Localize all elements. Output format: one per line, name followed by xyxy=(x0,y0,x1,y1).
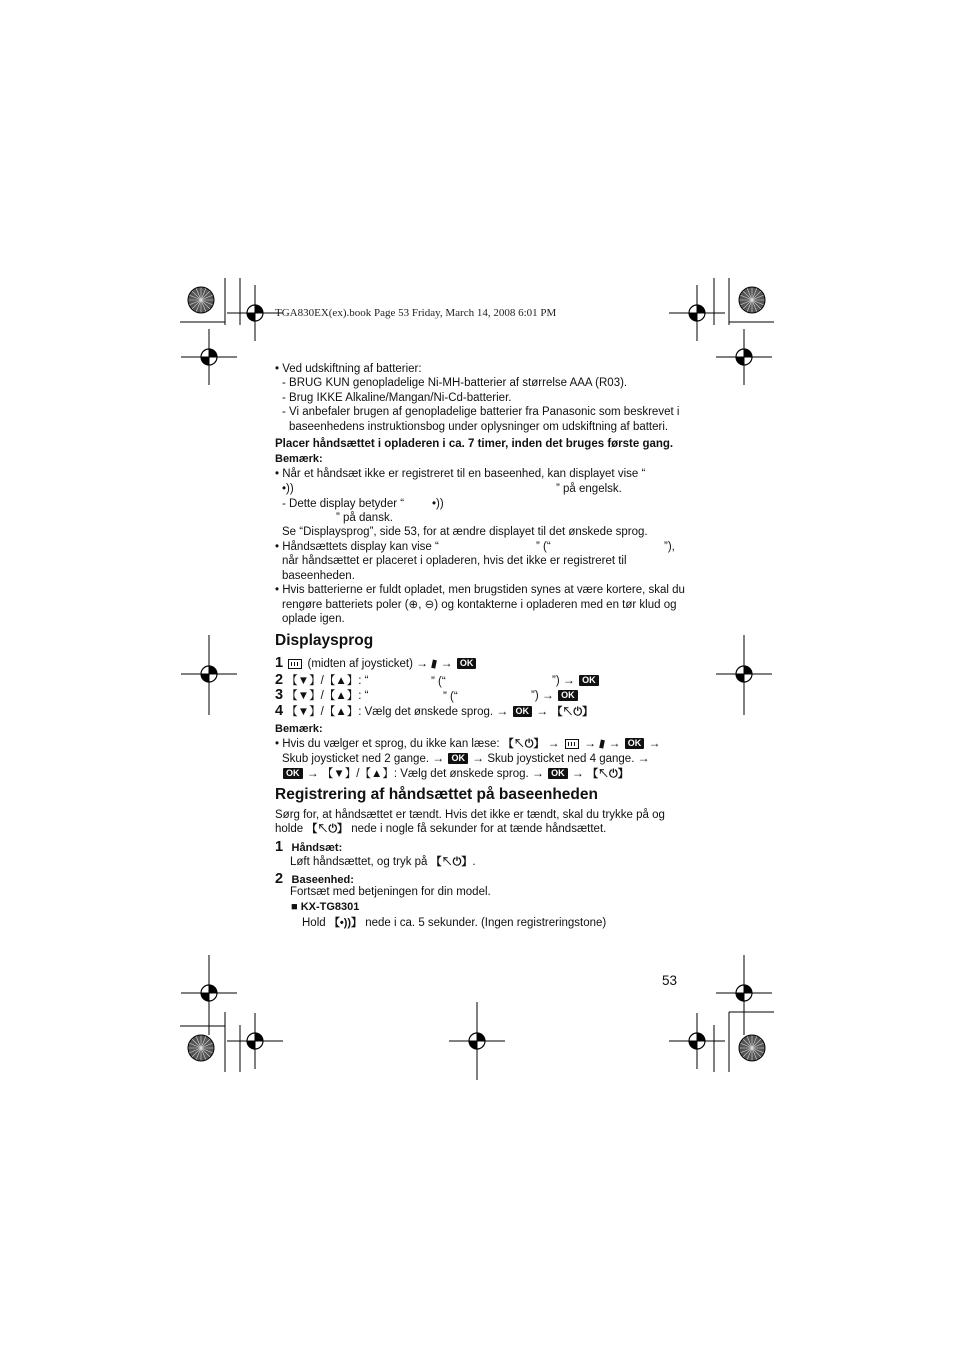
arrow-icon: → xyxy=(648,736,661,750)
step-number: 3 xyxy=(275,687,284,703)
note-text: når håndsættet er placeret i opladeren, hvis det ikke er registreret til xyxy=(282,555,627,567)
off-key-icon: 【↖⏻】 xyxy=(306,823,349,835)
step-2 xyxy=(275,673,368,689)
note-text: Se “Displaysprog”, side 53, for at ændre displayet til det ønskede sprog. xyxy=(282,526,648,538)
arrow-icon: → xyxy=(531,766,544,780)
arrow-icon: → xyxy=(306,766,319,780)
handset-icon: ▮ xyxy=(598,737,607,751)
note-text: oplade igen. xyxy=(282,613,345,625)
signal-icon: •)) xyxy=(282,483,294,495)
arrow-icon: → xyxy=(584,736,597,750)
ok-icon: OK xyxy=(283,768,303,779)
arrow-icon: → xyxy=(547,736,560,750)
battery-intro: • Ved udskiftning af batterier: xyxy=(275,363,422,375)
note-text: • Hvis batterierne er fuldt opladet, men brugstiden synes at være kortere, skal du xyxy=(275,584,685,596)
page-number: 53 xyxy=(662,973,678,988)
note-text: Skub joysticket ned 4 gange. xyxy=(487,753,635,765)
note-line-1 xyxy=(275,736,660,752)
off-key-icon: 【↖⏻】 xyxy=(551,706,594,718)
step-number: 4 xyxy=(275,703,284,719)
note-label: Bemærk: xyxy=(275,453,323,465)
arrow-icon: → xyxy=(562,673,575,687)
step-2-end xyxy=(552,673,600,689)
model-heading: ■ KX-TG8301 xyxy=(291,901,360,913)
step-text: (midten af joysticket) xyxy=(307,658,413,670)
step-text: 【▼】/【▲】: “ xyxy=(286,675,369,687)
off-key-icon: 【↖⏻】 xyxy=(587,768,629,780)
reg-step-1-text: Løft håndsættet, og tryk på 【↖⏻】. xyxy=(290,856,476,868)
step-text: Fortsæt med betjeningen for din model. xyxy=(290,886,491,898)
model-text xyxy=(302,916,606,931)
note-text: ” på dansk. xyxy=(336,512,393,524)
off-key-icon: 【↖⏻】 xyxy=(430,856,473,868)
print-header: TGA830EX(ex).book Page 53 Friday, March 14, 2008 6:01 PM xyxy=(275,307,557,319)
note-text: • Håndsættets display kan vise “ xyxy=(275,541,439,553)
ok-icon: OK xyxy=(625,738,645,749)
intro-text: holde xyxy=(275,823,304,835)
note-label: Bemærk: xyxy=(275,723,323,735)
section-title-registrering: Registrering af håndsættet på baseenheden xyxy=(275,786,598,803)
locator-key-icon: 【•))】 xyxy=(328,917,363,929)
charge-instruction: Placer håndsættet i opladeren i ca. 7 timer, inden det bruges første gang. xyxy=(275,438,674,450)
battery-item: - Vi anbefaler brugen af genopladelige batterier fra Panasonic som beskrevet i xyxy=(282,406,680,418)
step-text: Løft håndsættet, og tryk på xyxy=(290,856,428,868)
note-line-3 xyxy=(282,766,629,782)
signal-icon: •)) xyxy=(432,498,444,510)
ok-icon: OK xyxy=(457,658,477,669)
note-text: - Dette display betyder “ xyxy=(282,498,405,510)
step-2-mid: ” (“ xyxy=(431,676,446,688)
note-text: ” på engelsk. xyxy=(556,483,622,495)
ok-icon: OK xyxy=(448,753,468,764)
battery-item: baseenhedens instruktionsbog under oplysninger om udskiftning af batteri. xyxy=(289,421,669,433)
menu-icon xyxy=(288,659,302,669)
ok-icon: OK xyxy=(579,675,599,686)
step-number: 1 xyxy=(275,655,284,671)
note-text: ”), xyxy=(664,541,675,553)
step-4 xyxy=(275,704,593,720)
note-text: Skub joysticket ned 2 gange. xyxy=(282,753,430,765)
note-text: • Hvis du vælger et sprog, du ikke kan læse: xyxy=(275,738,500,750)
step-text: ”) xyxy=(552,675,560,687)
step-number: 2 xyxy=(275,871,284,887)
step-3-mid: ” (“ xyxy=(443,691,458,703)
intro-line-2 xyxy=(275,822,606,837)
arrow-icon: → xyxy=(536,704,549,718)
model-text-a: Hold xyxy=(302,917,326,929)
note-text: • Når et håndsæt ikke er registreret til en baseenhed, kan displayet vise “ xyxy=(275,468,646,480)
handset-icon: ▮ xyxy=(430,657,439,671)
battery-item: - BRUG KUN genopladelige Ni-MH-batterier af størrelse AAA (R03). xyxy=(282,377,628,389)
section-title-displaysprog: Displaysprog xyxy=(275,632,374,649)
arrow-icon: → xyxy=(608,736,621,750)
arrow-icon: → xyxy=(637,751,650,765)
note-text: baseenheden. xyxy=(282,570,355,582)
arrow-icon: → xyxy=(541,688,554,702)
model-text-b: nede i ca. 5 sekunder. (Ingen registreringstone) xyxy=(365,917,607,929)
ok-icon: OK xyxy=(548,768,568,779)
ok-icon: OK xyxy=(558,690,578,701)
arrow-icon: → xyxy=(571,766,584,780)
step-1 xyxy=(275,656,477,672)
step-3 xyxy=(275,688,368,704)
step-number: 1 xyxy=(275,839,284,855)
arrow-icon: → xyxy=(472,751,485,765)
arrow-icon: → xyxy=(416,656,429,670)
step-text: 【▼】/【▲】: Vælg det ønskede sprog. xyxy=(286,706,494,718)
step-number: 2 xyxy=(275,672,284,688)
step-text: 【▼】/【▲】: “ xyxy=(286,690,369,702)
step-text: ”) xyxy=(531,690,539,702)
note-line-2 xyxy=(282,751,650,767)
note-text: ” (“ xyxy=(536,541,551,553)
off-key-icon: 【↖⏻】 xyxy=(502,738,545,750)
step-3-end xyxy=(531,688,579,704)
reg-step-1 xyxy=(275,838,342,856)
ok-icon: OK xyxy=(513,706,533,717)
intro-text: nede i nogle få sekunder for at tænde håndsættet. xyxy=(351,823,607,835)
intro-text: Sørg for, at håndsættet er tændt. Hvis det ikke er tændt, skal du trykke på og xyxy=(275,809,665,821)
arrow-icon: → xyxy=(496,704,509,718)
battery-item: - Brug IKKE Alkaline/Mangan/Ni-Cd-batterier. xyxy=(282,392,512,404)
note-text: 【▼】/【▲】: Vælg det ønskede sprog. xyxy=(321,768,529,780)
arrow-icon: → xyxy=(432,751,445,765)
step-label: Håndsæt: xyxy=(291,842,343,854)
note-text: rengøre batteriets poler (⊕, ⊖) og kontakterne i opladeren med en tør klud og xyxy=(282,599,677,611)
menu-icon xyxy=(565,739,579,749)
step-label: Baseenhed: xyxy=(291,874,354,886)
arrow-icon: → xyxy=(440,656,453,670)
